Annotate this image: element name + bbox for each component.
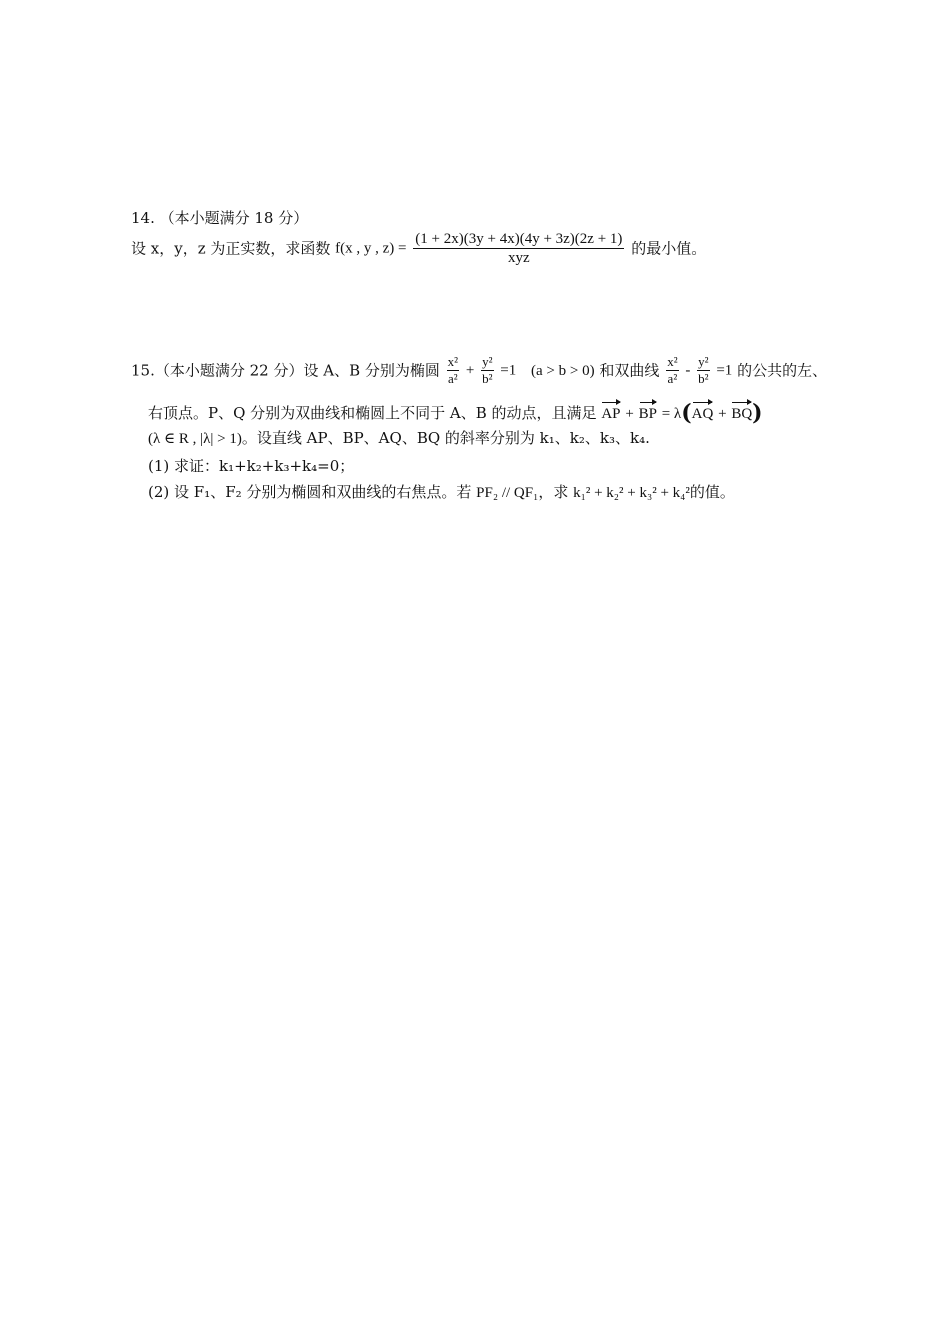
- y-squared: y²: [482, 354, 493, 369]
- q15-part2-text-c: 的值。: [689, 483, 735, 501]
- plus-sign: +: [718, 406, 727, 422]
- a-squared: a²: [448, 371, 458, 386]
- a-squared: a²: [667, 371, 678, 386]
- plus-sign: +: [465, 362, 475, 379]
- ellipse-condition: (a > b > 0): [531, 362, 595, 379]
- lambda-condition: (λ ∈ R , |λ| > 1): [148, 431, 242, 447]
- q14-numerator: (1 + 2x)(3y + 4x)(4y + 3z)(2z + 1): [415, 231, 623, 247]
- q14-header: 14. （本小题满分 18 分）: [131, 209, 309, 227]
- b-squared: b²: [698, 371, 709, 386]
- q15-prefix: 15.（本小题满分 22 分）设 A、B 分别为椭圆: [131, 361, 440, 380]
- q14-outro: 的最小值。: [631, 239, 707, 258]
- q15-line1: [131, 354, 827, 394]
- vector-ap: AP: [601, 400, 620, 424]
- ellipse-y-term: [481, 354, 493, 387]
- lambda-equals: = λ: [661, 406, 682, 422]
- q15-line2: 右顶点。P、Q 分别为双曲线和椭圆上不同于 A、B 的动点，且满足 AP + BP = λ(AQ + BQ): [148, 400, 763, 426]
- b-squared: b²: [482, 371, 493, 386]
- k-squared-sum: k₁² + k₂² + k₃² + k₄²: [573, 485, 690, 501]
- minus-sign: -: [685, 362, 691, 379]
- q15-line2-text: 右顶点。P、Q 分别为双曲线和椭圆上不同于 A、B 的动点，且满足: [148, 404, 597, 422]
- q15-part2-text-b: ，求: [538, 483, 574, 501]
- parallel-condition: PF₂ // QF₁: [476, 485, 539, 501]
- q15-part2: [148, 482, 735, 503]
- q14-denominator: xyz: [508, 250, 530, 266]
- q15-line3-text: 。设直线 AP、BP、AQ、BQ 的斜率分别为 k₁、k₂、k₃、k₄.: [241, 429, 650, 447]
- ellipse-x-term: [447, 354, 459, 387]
- q14-body: [131, 230, 706, 270]
- q15-suffix: 的公共的左、: [737, 361, 828, 380]
- plus-sign: +: [625, 406, 634, 422]
- x-squared: x²: [667, 354, 678, 369]
- q15-line3: [148, 428, 650, 449]
- q14-intro: 设 x，y，z 为正实数，求函数: [131, 239, 336, 258]
- vector-bq: BQ: [731, 400, 752, 424]
- y-squared: y²: [698, 354, 709, 369]
- equals-one: =1: [716, 362, 733, 379]
- vector-bp: BP: [639, 400, 657, 424]
- hyperbola-x-term: [666, 354, 678, 387]
- equals-one: =1: [500, 362, 517, 379]
- x-squared: x²: [447, 354, 459, 369]
- q15-hyperbola-label: 和双曲线: [599, 361, 660, 380]
- q15-part2-text-a: (2) 设 F₁、F₂ 分别为椭圆和双曲线的右焦点。若: [148, 483, 477, 501]
- vector-aq: AQ: [692, 400, 714, 424]
- q14-func-lhs: f(x , y , z) =: [335, 240, 407, 257]
- hyperbola-y-term: [697, 354, 709, 387]
- q14-fraction: [413, 230, 624, 267]
- q15-part1: (1) 求证：k₁+k₂+k₃+k₄=0；: [148, 457, 355, 475]
